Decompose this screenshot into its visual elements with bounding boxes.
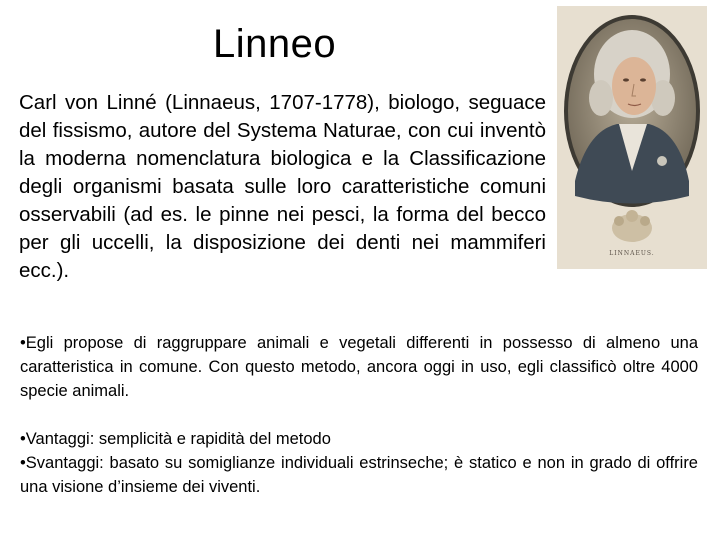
portrait-engraving bbox=[557, 6, 707, 269]
bullet-classification: •Egli propose di raggruppare animali e vegetali differenti in possesso di almeno una caratteristica in comune. Con questo metodo, ancora oggi in uso, egli classificò oltre 4000 specie animali. bbox=[20, 334, 698, 400]
bullet-list bbox=[20, 331, 698, 499]
bullet-disadvantages: •Svantaggi: basato su somiglianze individuali estrinseche; è statico e non in grado di offrire una visione d’insieme dei viventi. bbox=[20, 454, 698, 496]
slide-title: Linneo bbox=[213, 22, 337, 66]
bullet-advantages: •Vantaggi: semplicità e rapidità del metodo bbox=[20, 430, 331, 448]
spacer bbox=[20, 403, 698, 427]
portrait-caption: LINNAEUS. bbox=[609, 250, 655, 257]
intro-paragraph: Carl von Linné (Linnaeus, 1707-1778), biologo, seguace del fissismo, autore del Systema Naturae, con cui inventò la moderna nomenclatura biologica e la Classificazione degli organismi basata sulle loro caratteristiche comuni osservabili (ad es. le pinne nei pesci, la forma del becco per gli uccelli, la disposizione dei denti nei mammiferi ecc.). bbox=[19, 91, 546, 282]
linnaeus-portrait bbox=[557, 6, 707, 269]
